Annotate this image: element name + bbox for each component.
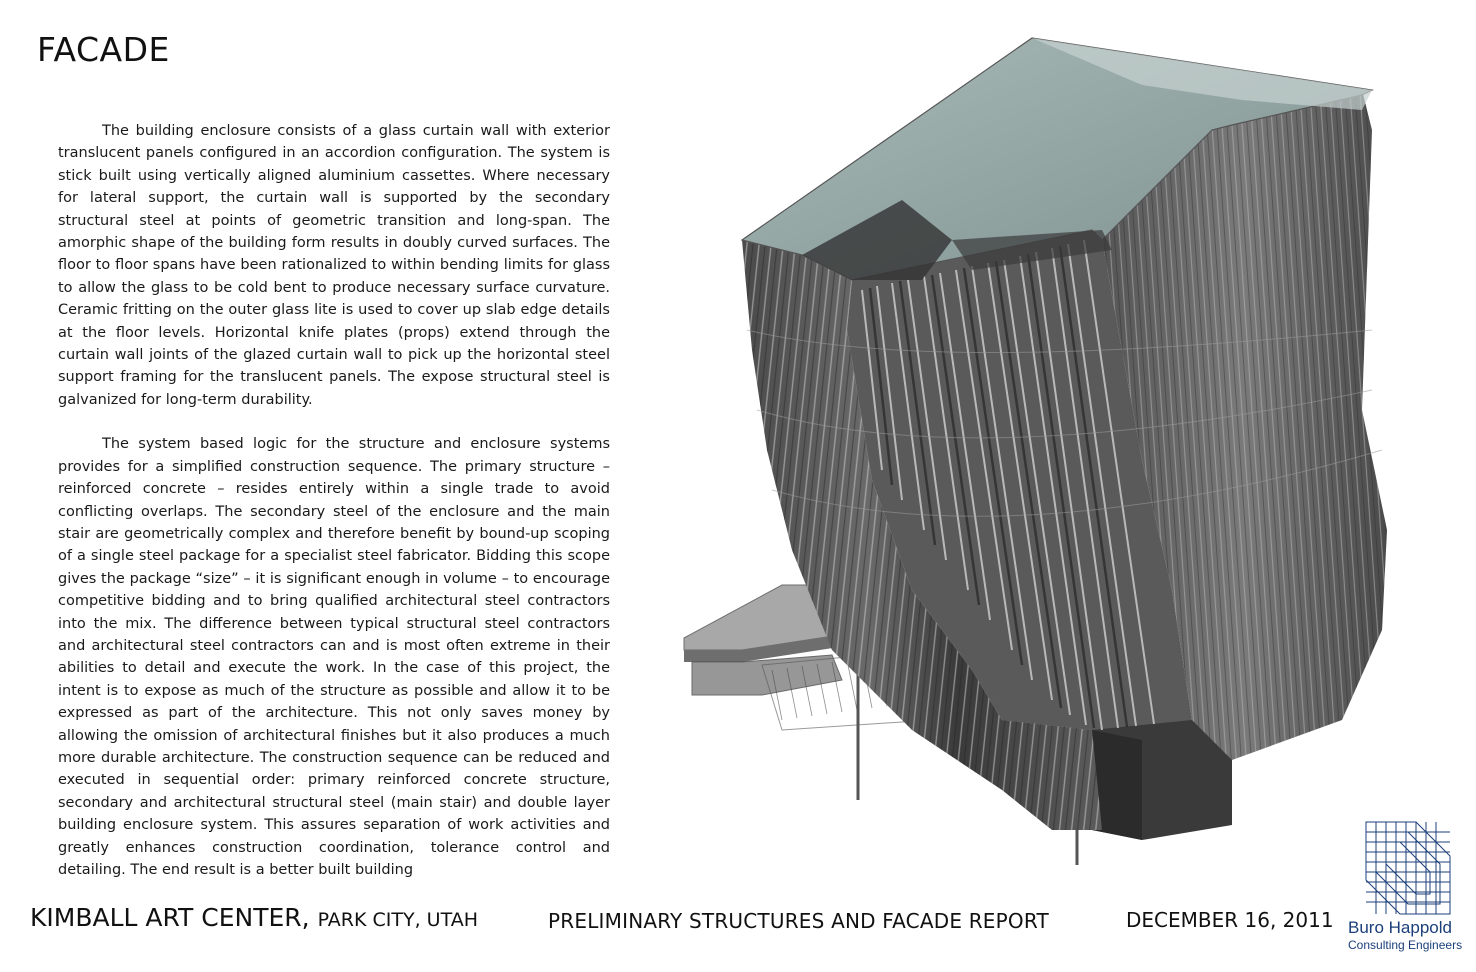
building-facade-render [672,30,1392,890]
logo-name: Buro Happold [1348,918,1452,937]
report-date: DECEMBER 16, 2011 [1126,908,1334,932]
logo-subtitle: Consulting Engineers [1348,938,1463,952]
report-title: PRELIMINARY STRUCTURES AND FACADE REPORT [548,909,1049,933]
footer-project [30,903,478,932]
page-title: FACADE [37,30,170,69]
project-name: KIMBALL ART CENTER, [30,903,310,932]
paragraph-construction-sequence: The system based logic for the structure and enclosure systems provides for a simplified construction sequence. The primary structure – reinforced concrete – resides entirely within a single trade to avoid conflicting overlaps. The secondary steel of the enclosure and the main stair are geometrically complex and therefore benefit by bound-up scoping of a single steel package for a specialist steel fabricator. Bidding this scope gives the package “size” – it is significant enough in volume – to encourage competitive bidding and to bring qualified architectural steel contractors into the mix. The difference between typical structural steel contractors and architectural steel contractors can and is most often extreme in their abilities to detail and execute the work. In the case of this project, the intent is to expose as much of the structure as possible and allow it to be expressed as part of the architecture. This not only saves money by allowing the omission of architectural finishes but it also produces a much more durable architecture. The construction sequence can be reduced and executed in sequential order: primary reinforced concrete structure, secondary and architectural structural steel (main stair) and double layer building enclosure system. This assures separation of work activities and greatly enhances construction coordination, tolerance control and detailing. The end result is a better built building [58,436,610,878]
project-location: PARK CITY, UTAH [317,909,478,931]
buro-happold-logo-icon [1346,818,1454,918]
paragraph-enclosure: The building enclosure consists of a glass curtain wall with exterior translucent panels configured in an accordion configuration. The system is stick built using vertically aligned aluminium cassettes. Where necessary for lateral support, the curtain wall is supported by the secondary structural steel at points of geometric transition and long-span. The amorphic shape of the building form results in doubly curved surfaces. The floor to floor spans have been rationalized to within bending limits for glass to allow the glass to be cold bent to produce necessary surface curvature. Ceramic fritting on the outer glass lite is used to cover up slab edge details at the floor levels. Horizontal knife plates (props) extend through the curtain wall joints of the glazed curtain wall to pick up the horizontal steel support framing for the translucent panels. The expose structural steel is galvanized for long-term durability. [58,123,610,408]
body-text [58,120,610,881]
